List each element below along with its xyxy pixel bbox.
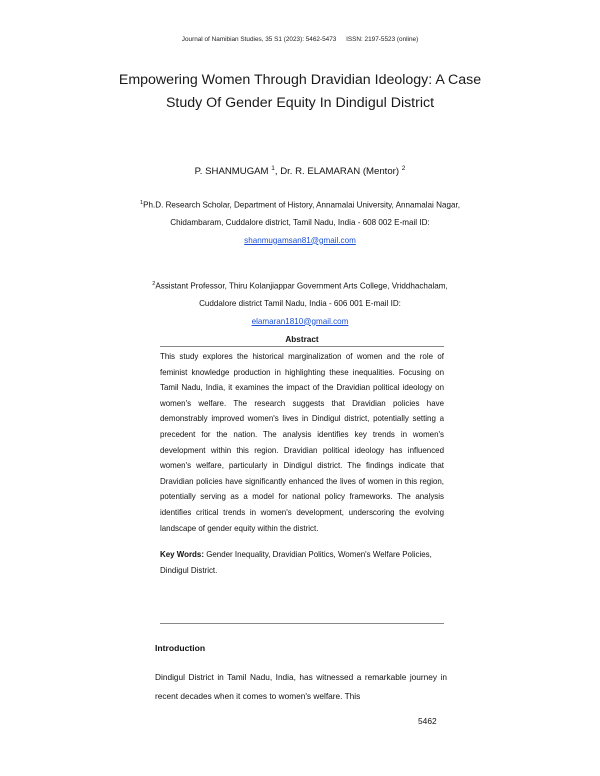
keywords-label: Key Words: [160, 550, 204, 560]
email-link-1[interactable]: shanmugamsan81@gmail.com [244, 235, 356, 245]
abstract-heading: Abstract [285, 335, 319, 344]
email-link-2[interactable]: elamaran1810@gmail.com [251, 316, 349, 326]
journal-issn: ISSN: 2197-5523 (online) [346, 36, 419, 43]
journal-citation: Journal of Namibian Studies, 35 S1 (2023): 5462-5473 [181, 36, 337, 43]
affiliation-1 [140, 195, 460, 249]
affiliation-1-sup: 1 [140, 200, 144, 206]
author-2-sup: 2 [401, 165, 406, 172]
journal-header [0, 36, 600, 43]
abstract-text: This study explores the historical marginalization of women and the role of feminist knowledge production in highlighting these inequalities. Focusing on Tamil Nadu, India, it examines the impact of the Dravidian political ideology on women's welfare. The research suggests that Dravidian policies have demonstrably improved women's lives in Dindigul district, potentially setting a precedent for the nation. The analysis identifies key trends in women's development within this region. Dravidian political ideology has influenced women's welfare, particularly in Dindigul district. The findings indicate that Dravidian policies have significantly enhanced the lives of women in this region, potentially serving as a model for national policy frameworks. The analysis identifies critical trends in women's development, underscoring the evolving landscape of gender equity within the district. [160, 352, 444, 533]
affiliation-2-sup: 2 [152, 281, 156, 287]
affiliation-1-text: Ph.D. Research Scholar, Department of History, Annamalai University, Annamalai Nagar, Chidambaram, Cuddalore district, Tamil Nadu, India - 608 002 E-mail ID: [143, 200, 460, 228]
abstract-box [160, 334, 444, 624]
author-2: Dr. R. ELAMARAN (Mentor) [280, 166, 400, 178]
author-separator: , [274, 166, 281, 178]
keywords-text: Gender Inequality, Dravidian Politics, Women's Welfare Policies, Dindigul District. [160, 550, 432, 575]
introduction-text: Dindigul District in Tamil Nadu, India, has witnessed a remarkable journey in recent decades when it comes to women's welfare. This [155, 672, 447, 701]
author-1-sup: 1 [271, 165, 275, 172]
author-line [0, 165, 600, 177]
abstract-top-rule [160, 346, 444, 347]
paper-title: Empowering Women Through Dravidian Ideology: A Case Study Of Gender Equity In Dindigul District [118, 72, 482, 111]
keywords [160, 547, 444, 578]
author-1: P. SHANMUGAM [194, 166, 269, 178]
introduction-heading: Introduction [155, 643, 206, 653]
abstract-bottom-rule [160, 623, 444, 624]
page-number: 5462 [418, 716, 437, 726]
affiliation-2-text: Assistant Professor, Thiru Kolanjiappar Government Arts College, Vriddhachalam, Cuddalore district Tamil Nadu, India - 606 001 E-mail ID: [155, 281, 448, 309]
affiliation-2 [150, 276, 450, 330]
